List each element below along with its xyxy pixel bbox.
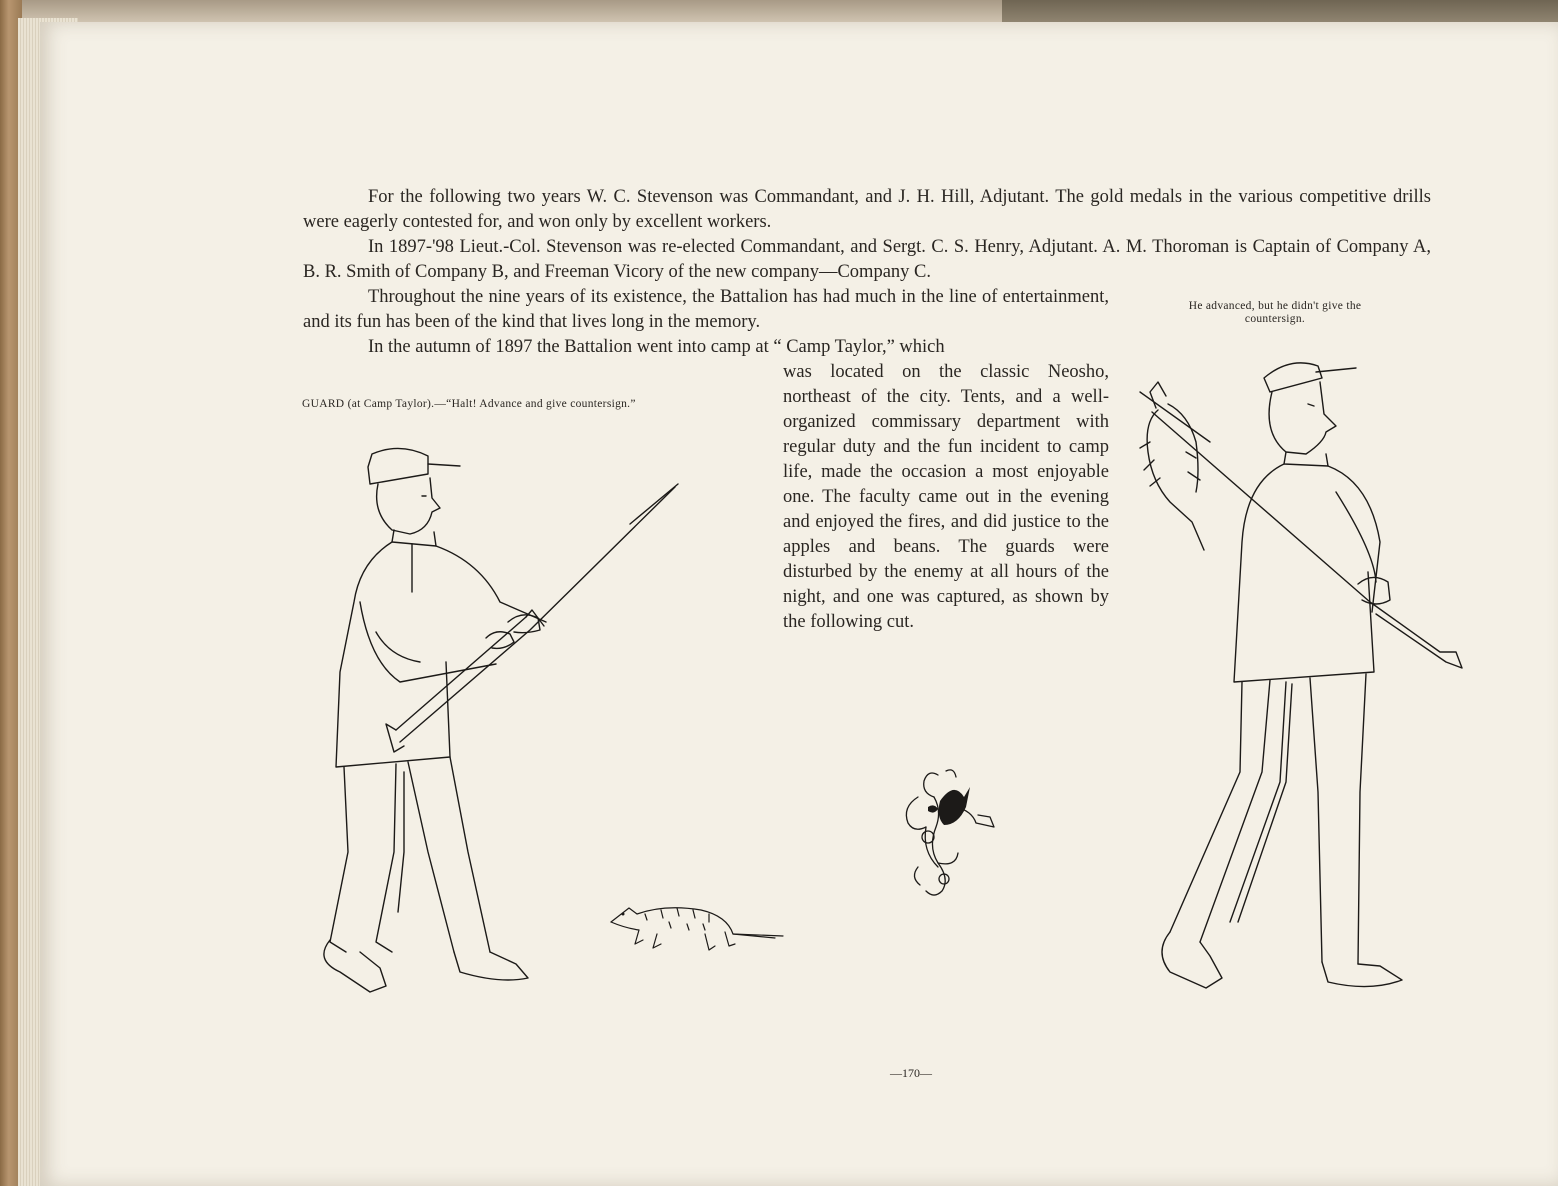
bird-ornament (898, 767, 998, 902)
possum-illustration (605, 900, 785, 960)
advanced-caption: He advanced, but he didn't give the countersign. (1188, 300, 1362, 325)
guard-caption: GUARD (at Camp Taylor).—“Halt! Advance and give countersign.” (302, 398, 636, 410)
paragraph-1: For the following two years W. C. Stevenson was Commandant, and J. H. Hill, Adjutant. The gold medals in the various competitive drills were eagerly contested for, and won only by excellent workers. (303, 187, 1431, 232)
guard-carrying-possum-illustration (1110, 352, 1450, 1012)
book-page (40, 22, 1558, 1186)
paragraph-2: In 1897-'98 Lieut.-Col. Stevenson was re-elected Commandant, and Sergt. C. S. Henry, Adjutant. A. M. Thoroman is Captain of Company A, B. R. Smith of Company B, and Freeman Vicory of the new company—Company C. (303, 237, 1431, 282)
page-number: —170— (890, 1066, 932, 1080)
paragraph-4: In the autumn of 1897 the Battalion went into camp at “ Camp Taylor,” which (368, 337, 945, 357)
paragraph-3: Throughout the nine years of its existence, the Battalion has had much in the line of entertainment, and its fun has been of the kind that lives long in the memory. (303, 287, 1109, 332)
paragraph-5: was located on the classic Neosho, northeast of the city. Tents, and a well-organized commissary department with regular duty and the fun incident to camp life, made the occasion a most enjoyable one. The faculty came out in the evening and enjoyed the fires, and did justice to the apples and beans. The guards were disturbed by the enemy at all hours of the night, and one was captured, as shown by the following cut. (783, 362, 1109, 632)
book-cover-edge (1002, 0, 1558, 22)
